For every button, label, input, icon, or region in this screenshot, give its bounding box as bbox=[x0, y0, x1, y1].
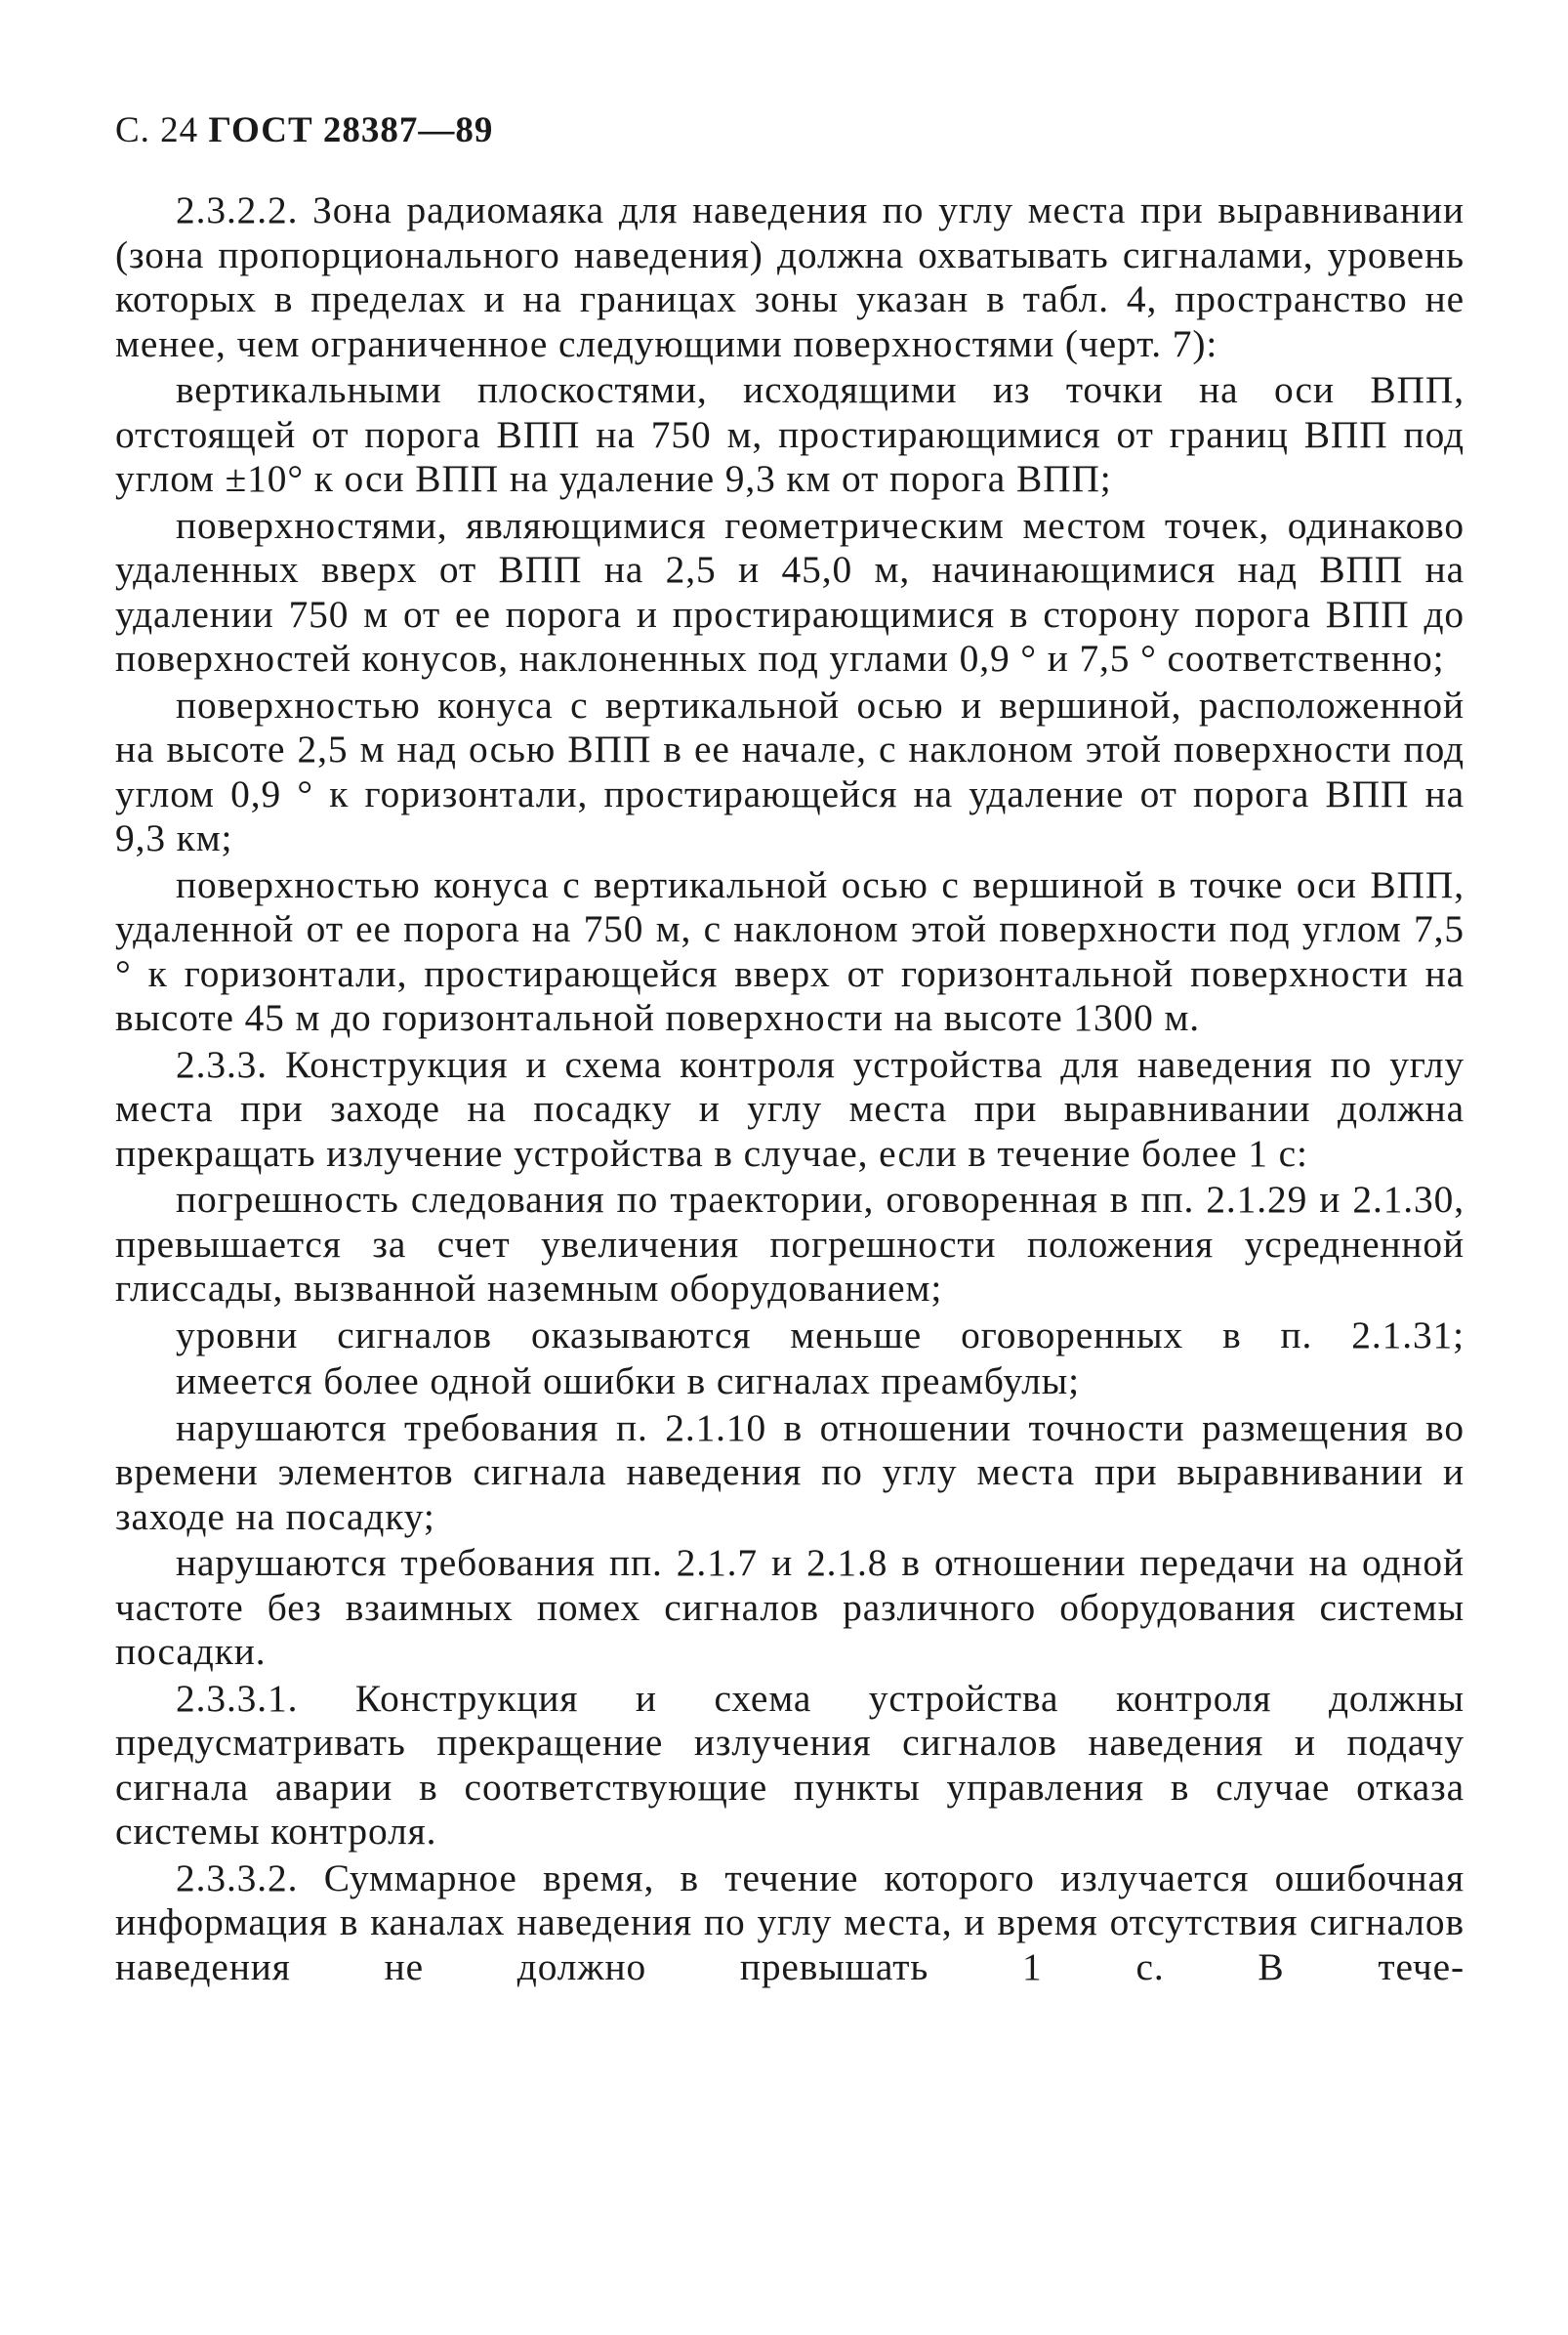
paragraph-2-3-3-2: 2.3.3.2. Суммарное время, в течение которого излучается ошибочная информация в каналах наведения по углу места, и время отсутствия сигналов наведения не должно превышать 1 с. В тече- bbox=[115, 1855, 1465, 1988]
paragraph-2-3-3: 2.3.3. Конструкция и схема контроля устройства для наведения по углу места при заходе на посадку и углу места при выравнивании должна прекращать излучение устройства в случае, если в течение более 1 с: bbox=[115, 1042, 1465, 1175]
paragraph-cone-1: поверхностью конуса с вертикальной осью и вершиной, расположенной на высоте 2,5 м над осью ВПП в ее начале, с наклоном этой поверхности под углом 0,9 ° к горизонтали, простирающейся на удаление от порога ВПП на 9,3 км; bbox=[115, 683, 1465, 859]
body-text bbox=[115, 188, 1465, 1989]
paragraph-cone-2: поверхностью конуса с вертикальной осью с вершиной в точке оси ВПП, удаленной от ее порога на 750 м, с наклоном этой поверхности под углом 7,5 ° к горизонтали, простирающейся вверх от горизонтальной поверхности на высоте 45 м до горизонтальной поверхности на высоте 1300 м. bbox=[115, 862, 1465, 1039]
running-header bbox=[115, 109, 493, 151]
standard-designation: ГОСТ 28387—89 bbox=[208, 110, 494, 150]
paragraph-surfaces-locus: поверхностями, являющимися геометрическим местом точек, одинаково удаленных вверх от ВПП на 2,5 и 45,0 м, начинающимися над ВПП на удалении 750 м от ее порога и простирающимися в сторону порога ВПП до поверхностей конусов, наклоненных под углами 0,9 ° и 7,5 ° соответственно; bbox=[115, 503, 1465, 680]
page-number: С. 24 bbox=[115, 110, 199, 150]
paragraph-2-3-3-1: 2.3.3.1. Конструкция и схема устройства контроля должны предусматривать прекращение излучения сигналов наведения и подачу сигнала аварии в соответствующие пункты управления в случае отказа системы контроля. bbox=[115, 1676, 1465, 1853]
paragraph-error-trajectory: погрешность следования по траектории, оговоренная в пп. 2.1.29 и 2.1.30, превышается за счет увеличения погрешности положения усредненной глиссады, вызванной наземным оборудованием; bbox=[115, 1178, 1465, 1310]
paragraph-req-2-1-7: нарушаются требования пп. 2.1.7 и 2.1.8 в отношении передачи на одной частоте без взаимных помех сигналов различного оборудования системы посадки. bbox=[115, 1541, 1465, 1673]
paragraph-req-2-1-10: нарушаются требования п. 2.1.10 в отношении точности размещения во времени элементов сигнала наведения по углу места при выравнивании и заходе на посадку; bbox=[115, 1405, 1465, 1538]
paragraph-preamble-errors: имеется более одной ошибки в сигналах преамбулы; bbox=[176, 1359, 1081, 1402]
paragraph-vertical-planes: вертикальными плоскостями, исходящими из точки на оси ВПП, отстоящей от порога ВПП на 750 м, простирающимися от границ ВПП под углом ±10° к оси ВПП на удаление 9,3 км от порога ВПП; bbox=[115, 368, 1465, 500]
paragraph-2-3-2-2: 2.3.2.2. Зона радиомаяка для наведения по углу места при выравнивании (зона пропорционального наведения) должна охватывать сигналами, уровень которых в пределах и на границах зоны указан в табл. 4, пространство не менее, чем ограниченное следующими поверхностями (черт. 7): bbox=[115, 188, 1465, 365]
paragraph-signal-levels: уровни сигналов оказываются меньше оговоренных в п. 2.1.31; bbox=[176, 1313, 1465, 1356]
